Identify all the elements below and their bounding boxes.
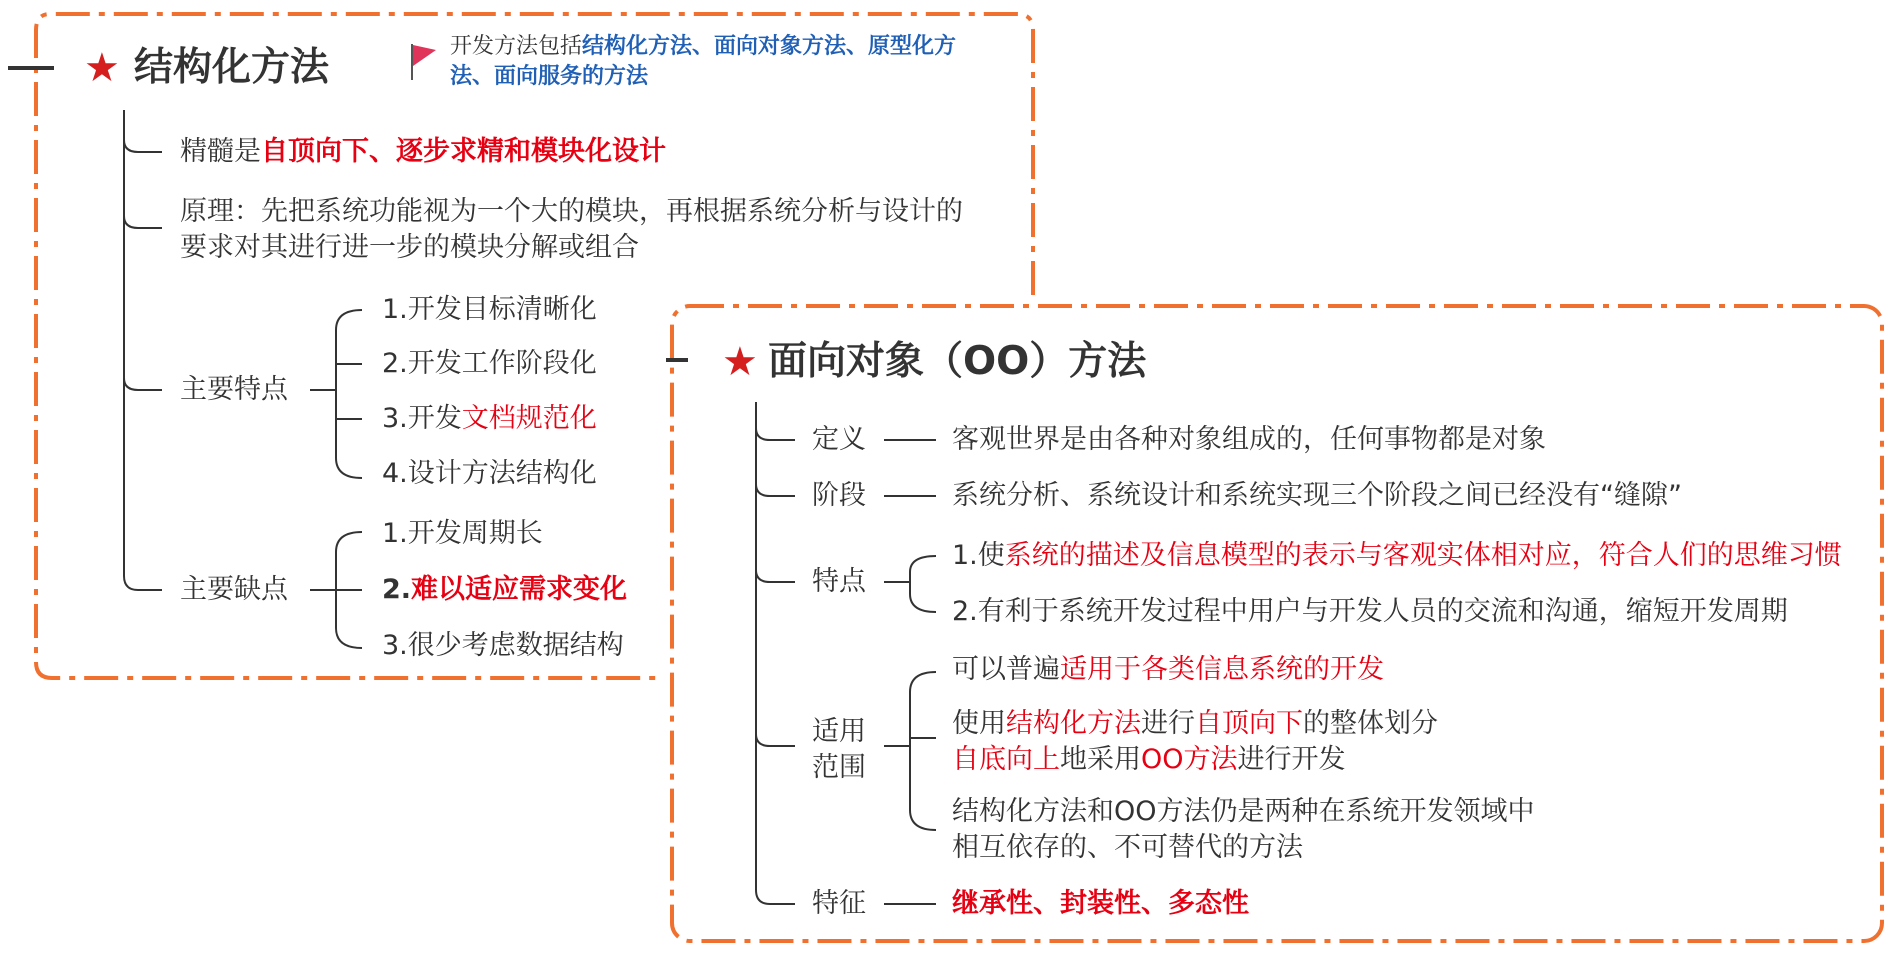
stage-text: 系统分析、系统设计和系统实现三个阶段之间已经没有“缝隙”: [952, 480, 1682, 511]
definition-label: 定义: [812, 424, 866, 455]
structured-title: 结构化方法: [134, 45, 330, 90]
scope-item-1: 可以普遍适用于各类信息系统的开发: [952, 654, 1384, 685]
drawback-item-2: 2.难以适应需求变化: [382, 574, 628, 605]
flag-icon: [412, 44, 436, 80]
trait-item-2: 2.有利于系统开发过程中用户与开发人员的交流和沟通，缩短开发周期: [952, 596, 1788, 627]
stage-label: 阶段: [812, 480, 866, 511]
principle-node: 原理：先把系统功能视为一个大的模块，再根据系统分析与设计的 要求对其进行进一步的模块分解或组合: [180, 196, 963, 263]
traits-label: 特点: [812, 566, 866, 597]
drawback-item-3: 3.很少考虑数据结构: [382, 630, 624, 661]
characteristic-label: 特征: [812, 888, 866, 919]
features-label: 主要特点: [180, 374, 288, 405]
star-icon: ★: [722, 339, 758, 385]
feature-item-2: 2.开发工作阶段化: [382, 348, 597, 379]
feature-item-3: 3.开发文档规范化: [382, 403, 597, 434]
definition-text: 客观世界是由各种对象组成的，任何事物都是对象: [952, 424, 1546, 455]
feature-item-4: 4.设计方法结构化: [382, 458, 597, 489]
scope-label: 适用 范围: [812, 716, 866, 783]
drawback-item-1: 1.开发周期长: [382, 518, 543, 549]
trait-item-1: 1.使系统的描述及信息模型的表示与客观实体相对应，符合人们的思维习惯: [952, 540, 1842, 571]
essence-node: 精髓是自顶向下、逐步求精和模块化设计: [180, 136, 666, 167]
methods-note: 开发方法包括结构化方法、面向对象方法、原型化方 法、面向服务的方法: [450, 34, 957, 89]
star-icon: ★: [84, 45, 120, 91]
scope-item-2: 使用结构化方法进行自顶向下的整体划分 自底向上地采用OO方法进行开发: [952, 708, 1438, 775]
characteristic-text: 继承性、封装性、多态性: [952, 888, 1249, 919]
oo-title: 面向对象（OO）方法: [768, 339, 1147, 384]
feature-item-1: 1.开发目标清晰化: [382, 294, 597, 325]
scope-item-3: 结构化方法和OO方法仍是两种在系统开发领域中 相互依存的、不可替代的方法: [952, 796, 1535, 863]
drawbacks-label: 主要缺点: [180, 574, 288, 605]
